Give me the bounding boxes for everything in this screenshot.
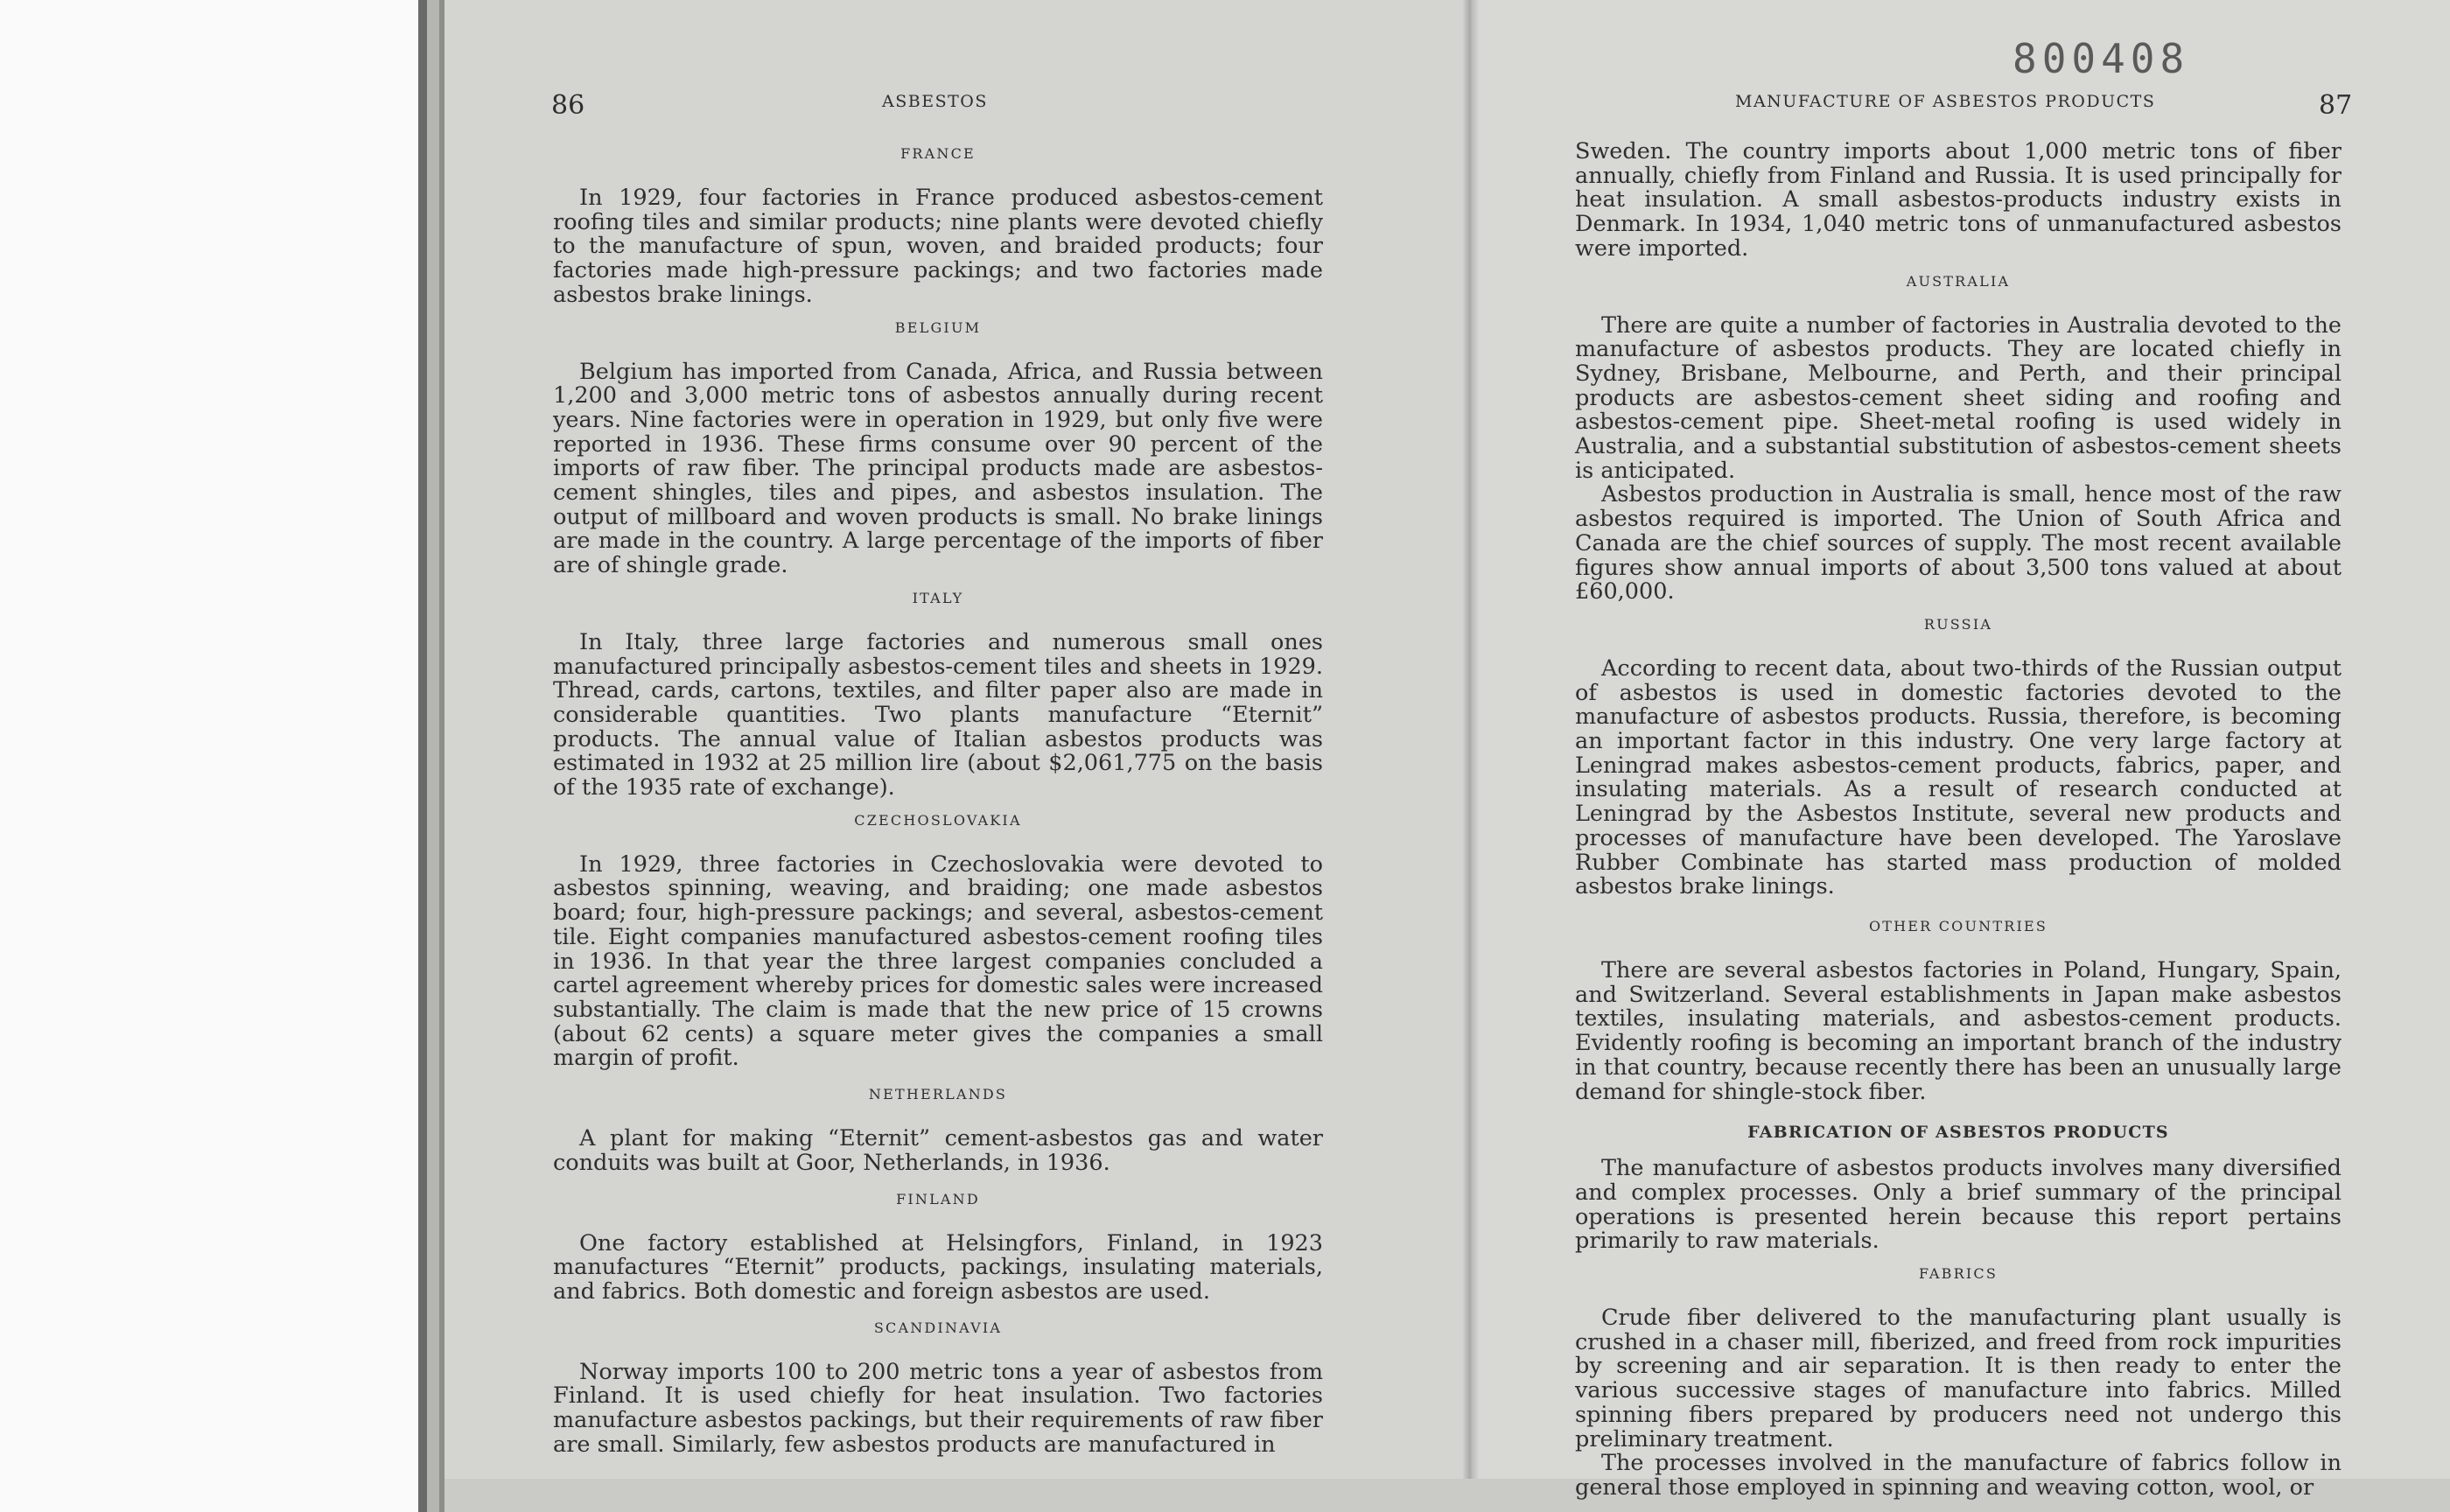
major-section-heading: FABRICATION OF ASBESTOS PRODUCTS [1747, 1123, 2169, 1143]
section-czechoslovakia [553, 811, 1323, 1071]
section-heading: SCANDINAVIA [873, 1319, 1003, 1336]
section-heading: FINLAND [896, 1190, 980, 1208]
paragraph: In 1929, three factories in Czechoslovakia were devoted to asbestos spinning, weaving, and braiding; one made asbestos board; four, high-pressure packings; and several, asbestos-cement tile. Eight companies manufactured asbestos-cement roofing tiles in 1936. In that year the three largest companies concluded a cartel agreement whereby prices for domestic sales were increased substantially. The claim is made that the new price of 15 crowns (about 62 cents) a square meter gives the companies a small margin of profit. [553, 850, 1323, 1072]
right-text-column [1575, 140, 2342, 1501]
paragraph: The manufacture of asbestos products involves many diversified and complex processes. Only a brief summary of the principal operations is presented herein because this report pertains primarily to raw materials. [1575, 1155, 2342, 1255]
paragraph: Norway imports 100 to 200 metric tons a year of asbestos from Finland. It is used chiefly for heat insulation. Two factories manufacture asbestos packings, but their requirements of raw fiber are small. Similarly, few asbestos products are manufactured in [553, 1358, 1323, 1458]
section-belgium [553, 318, 1323, 578]
section-heading: BELGIUM [894, 318, 982, 336]
section-fabrics [1575, 1264, 2342, 1501]
book-edge-dark [418, 0, 427, 1512]
section-fabrication [1575, 1122, 2342, 1254]
section-heading: RUSSIA [1923, 615, 1993, 633]
left-running-head: ASBESTOS [882, 92, 988, 111]
section-russia [1575, 615, 2342, 900]
section-finland [553, 1190, 1323, 1305]
section-heading: OTHER COUNTRIES [1868, 917, 2048, 934]
left-text-column [553, 144, 1323, 1457]
section-italy [553, 589, 1323, 801]
section-heading: ITALY [912, 589, 964, 606]
section-heading: NETHERLANDS [868, 1086, 1008, 1103]
paragraph: In Italy, three large factories and numerous small ones manufactured principally asbestos-cement tiles and sheets in 1929. Thread, cards, cartons, textiles, and filter paper also are made in considerable quantities. Two plants manufacture “Eternit” products. The annual value of Italian asbestos products was estimated in 1932 at 25 million lire (about $2,061,775 on the basis of the 1935 rate of exchange). [553, 628, 1323, 802]
section-netherlands [553, 1085, 1323, 1175]
left-page-number: 86 [551, 90, 585, 121]
section-scandinavia [553, 1319, 1323, 1458]
book-edge-light [427, 0, 439, 1512]
section-australia [1575, 272, 2342, 605]
book-gutter [1463, 0, 1479, 1512]
section-other-countries [1575, 917, 2342, 1104]
paragraph: There are quite a number of factories in Australia devoted to the manufacture of asbestos products. They are located chiefly in Sydney, Brisbane, Melbourne, and Perth, and their principal products are asbestos-cement sheet siding and roofing and asbestos-cement pipe. Sheet-metal roofing is used widely in Australia, and a substantial substitution of asbestos-cement sheets is anticipated. [1575, 312, 2342, 484]
scanner-background [0, 0, 418, 1512]
paragraph: Belgium has imported from Canada, Africa, and Russia between 1,200 and 3,000 metric tons of asbestos annually during recent years. Nine factories were in operation in 1929, but only five were reported in 1936. These firms consume over 90 percent of the imports of raw fiber. The principal products made are asbestos-cement shingles, tiles and pipes, and asbestos insulation. The output of millboard and woven products is small. No brake linings are made in the country. A large percentage of the imports of fiber are of shingle grade. [553, 358, 1323, 579]
section-heading: FRANCE [900, 145, 976, 162]
paragraph: Crude fiber delivered to the manufacturing plant usually is crushed in a chaser mill, fiberized, and freed from rock impurities by screening and air separation. It is then ready to enter the various successive stages of manufacture into fabrics. Milled spinning fibers prepared by producers need not undergo this preliminary treatment. [1575, 1305, 2342, 1452]
paragraph: The processes involved in the manufacture of fabrics follow in general those employed in spinning and weaving cotton, wool, or [1575, 1450, 2342, 1501]
section-heading: AUSTRALIA [1906, 272, 2011, 290]
right-page-number: 87 [2319, 90, 2353, 121]
paragraph: A plant for making “Eternit” cement-asbestos gas and water conduits was built at Goor, Netherlands, in 1936. [553, 1125, 1323, 1176]
section-heading: CZECHOSLOVAKIA [854, 811, 1022, 829]
document-number-stamp: 800408 [2012, 35, 2190, 82]
paragraph: There are several asbestos factories in Poland, Hungary, Spain, and Switzerland. Several establishments in Japan make asbestos textiles, insulating materials, and asbestos-cement products. Evidently roofing is becoming an important branch of the industry in that country, because recently there has been an unusually large demand for shingle-stock fiber. [1575, 956, 2342, 1105]
section-france [553, 144, 1323, 308]
paragraph: Asbestos production in Australia is small, hence most of the raw asbestos required is imported. The Union of South Africa and Canada are the chief sources of supply. The most recent available figures show annual imports of about 3,500 tons valued at about £60,000. [1575, 481, 2342, 606]
paragraph: In 1929, four factories in France produced asbestos-cement roofing tiles and similar products; nine plants were devoted chiefly to the manufacture of spun, woven, and braided products; four factories made high-pressure packings; and two factories made asbestos brake linings. [553, 185, 1323, 308]
paragraph: According to recent data, about two-thirds of the Russian output of asbestos is used in domestic factories devoted to the manufacture of asbestos products. Russia, therefore, is becoming an important factor in this industry. One very large factory at Leningrad makes asbestos-cement products, fabrics, paper, and insulating materials. As a result of research conducted at Leningrad by the Asbestos Institute, several new products and processes of manufacture have been developed. The Yaroslave Rubber Combinate has started mass production of molded asbestos brake linings. [1575, 654, 2342, 900]
paragraph: One factory established at Helsingfors, Finland, in 1923 manufactures “Eternit” products, packings, insulating materials, and fabrics. Both domestic and foreign asbestos are used. [553, 1229, 1323, 1305]
section-heading: FABRICS [1919, 1265, 1998, 1283]
continued-paragraph: Sweden. The country imports about 1,000 metric tons of fiber annually, chiefly from Finland and Russia. It is used principally for heat insulation. A small asbestos-products industry exists in Denmark. In 1934, 1,040 metric tons of unmanufactured asbestos were imported. [1575, 138, 2342, 262]
right-running-head: MANUFACTURE OF ASBESTOS PRODUCTS [1735, 92, 2156, 111]
